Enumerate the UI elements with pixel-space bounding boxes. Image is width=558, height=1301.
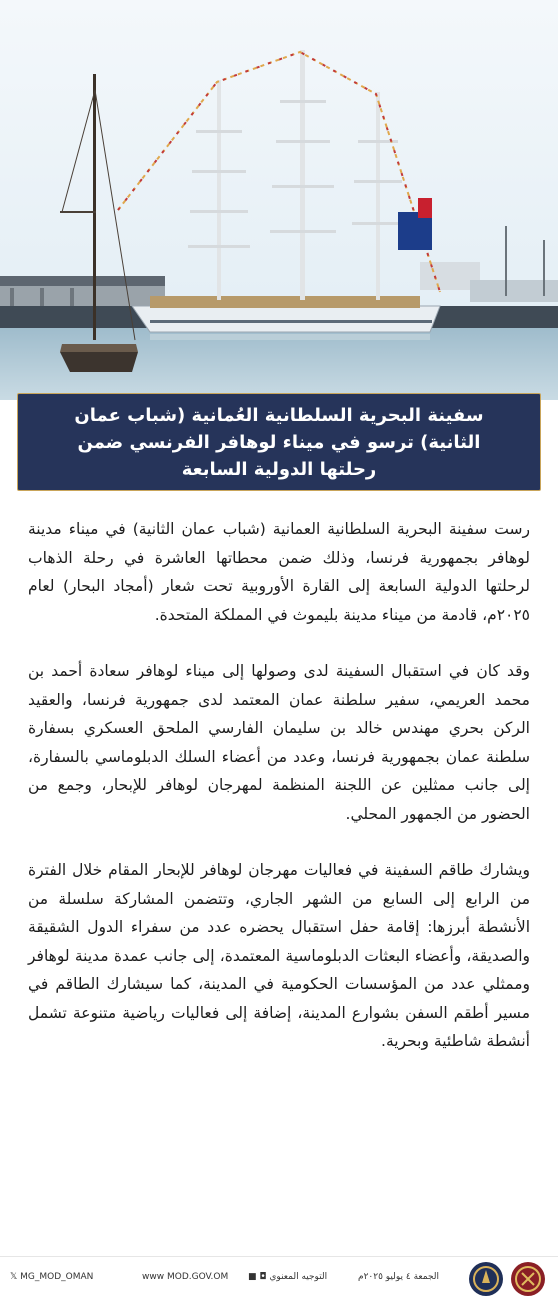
x-handle[interactable] [10,1272,93,1282]
facebook-icon: ■ [248,1272,257,1282]
social-dept [248,1272,327,1282]
headline-line-1: سفينة البحرية السلطانية العُمانية (شباب عمان [74,405,484,426]
dept-text: التوجيه المعنوي [269,1272,328,1282]
ship-photo [0,0,558,400]
article-body [28,515,530,1084]
post-date: الجمعة ٤ يوليو ٢٠٢٥م [358,1272,440,1282]
footer-bar [0,1256,558,1301]
instagram-icon: ◘ [259,1272,267,1282]
headline-box [17,393,541,491]
article-paragraph-2: وقد كان في استقبال السفينة لدى وصولها إلى ميناء لوهافر سعادة أحمد بن محمد العريمي، سفير سلطنة عمان المعتمد لدى جمهورية فرنسا، والعقيد الركن بحري مهندس خالد بن سليمان الفارسي الملحق العسكري بسفارة سلطنة عمان بجمهورية فرنسا، وعدد من أعضاء السلك الدبلوماسي بالسفارة، إلى جانب ممثلين عن اللجنة المنظمة لمهرجان لوهافر للإبحار، وجمع من الحضور من الجمهور المحلي. [28,662,530,823]
globe-icon: www [142,1272,165,1282]
ministry-emblem-icon [510,1261,546,1297]
article-paragraph-1: رست سفينة البحرية السلطانية العمانية (شباب عمان الثانية) في ميناء مدينة لوهافر بجمهورية فرنسا، وذلك ضمن محطاتها العاشرة في رحلة الذهاب لرحلتها الدولية السابعة إلى القارة الأوروبية تحت شعار (أمجاد البحار) لعام ٢٠٢٥م، قادمة من ميناء مدينة بليموث في المملكة المتحدة. [28,520,530,624]
headline-line-3: رحلتها الدولية السابعة [181,459,377,480]
x-logo-icon: 𝕏 [10,1272,18,1282]
website-link[interactable] [142,1272,228,1282]
website-text: MOD.GOV.OM [166,1272,229,1282]
x-handle-text: MG_MOD_OMAN [20,1272,94,1282]
article-paragraph-3: ويشارك طاقم السفينة في فعاليات مهرجان لوهافر للإبحار المقام خلال الفترة من الرابع إلى السابع من الشهر الجاري، وتتضمن المشاركة سلسلة من الأنشطة أبرزها: إقامة حفل استقبال يحضره عدد من سفراء الدول الشقيقة والصديقة، وأعضاء البعثات الدبلوماسية المعتمدة، إلى جانب عمدة مدينة لوهافر وممثلي عدد من المؤسسات الحكومية في المدينة، كما سيشارك الطاقم في مسير أطقم السفن بشوارع المدينة، إضافة إلى فعاليات رياضية متنوعة تشمل أنشطة شاطئية وبحرية. [28,861,530,1050]
navy-emblem-icon [468,1261,504,1297]
headline-line-2: الثانية) ترسو في ميناء لوهافر الفرنسي ضمن [77,432,481,453]
ship-illustration [0,0,558,400]
